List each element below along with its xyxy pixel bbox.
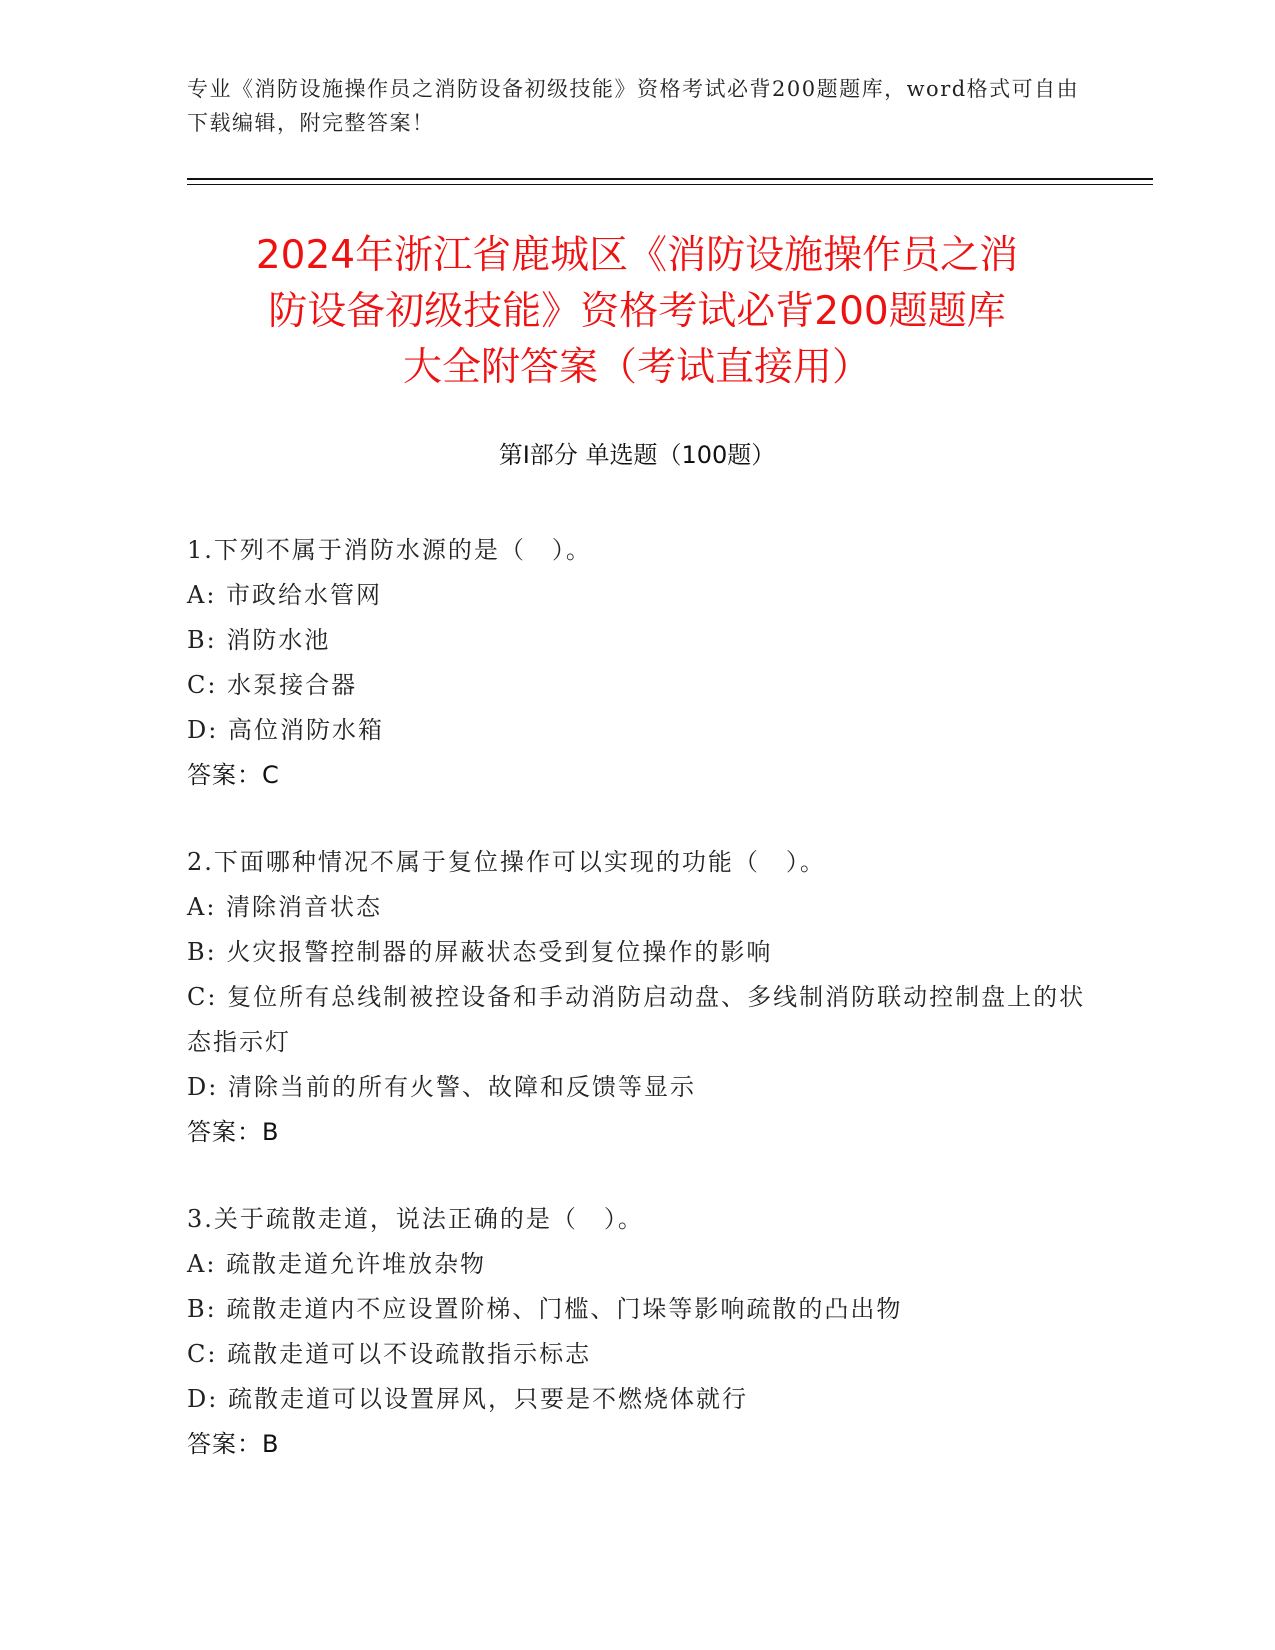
question-stem: 3.关于疏散走道，说法正确的是（ ）。 xyxy=(187,1205,644,1233)
question-stem: 2.下面哪种情况不属于复位操作可以实现的功能（ ）。 xyxy=(187,848,826,876)
option-d: D: 疏散走道可以设置屏风，只要是不燃烧体就行 xyxy=(187,1385,748,1413)
question-list xyxy=(187,528,1087,1509)
section-heading: 第Ⅰ部分 单选题（100题） xyxy=(498,441,776,469)
header-rule-thin xyxy=(187,184,1153,185)
question-item xyxy=(187,1197,1087,1467)
question-item xyxy=(187,528,1087,798)
option-c: C: 疏散走道可以不设疏散指示标志 xyxy=(187,1340,592,1368)
option-b: B: 疏散走道内不应设置阶梯、门槛、门垛等影响疏散的凸出物 xyxy=(187,1295,903,1323)
option-d: D: 清除当前的所有火警、故障和反馈等显示 xyxy=(187,1073,696,1101)
question-item xyxy=(187,840,1087,1155)
option-a: A: 市政给水管网 xyxy=(187,581,383,609)
answer-line: 答案：B xyxy=(187,1118,280,1146)
title-line-2: 防设备初级技能》资格考试必背200题题库 xyxy=(268,289,1006,334)
option-a: A: 疏散走道允许堆放杂物 xyxy=(187,1250,487,1278)
option-c: C: 水泵接合器 xyxy=(187,671,358,699)
question-stem: 1.下列不属于消防水源的是（ ）。 xyxy=(187,536,592,564)
document-title xyxy=(187,228,1087,396)
header-note: 专业《消防设施操作员之消防设备初级技能》资格考试必背200题题库，word格式可自由下载编辑，附完整答案！ xyxy=(187,77,1080,135)
option-d: D: 高位消防水箱 xyxy=(187,716,384,744)
header-rule-thick xyxy=(187,178,1153,180)
option-b: B: 消防水池 xyxy=(187,626,331,654)
answer-line: 答案：B xyxy=(187,1430,280,1458)
option-b: B: 火灾报警控制器的屏蔽状态受到复位操作的影响 xyxy=(187,938,773,966)
option-c: C: 复位所有总线制被控设备和手动消防启动盘、多线制消防联动控制盘上的状态指示灯 xyxy=(187,983,1086,1056)
title-line-3: 大全附答案（考试直接用） xyxy=(402,345,871,390)
answer-line: 答案：C xyxy=(187,761,280,789)
title-line-1: 2024年浙江省鹿城区《消防设施操作员之消 xyxy=(255,233,1019,278)
option-a: A: 清除消音状态 xyxy=(187,893,383,921)
